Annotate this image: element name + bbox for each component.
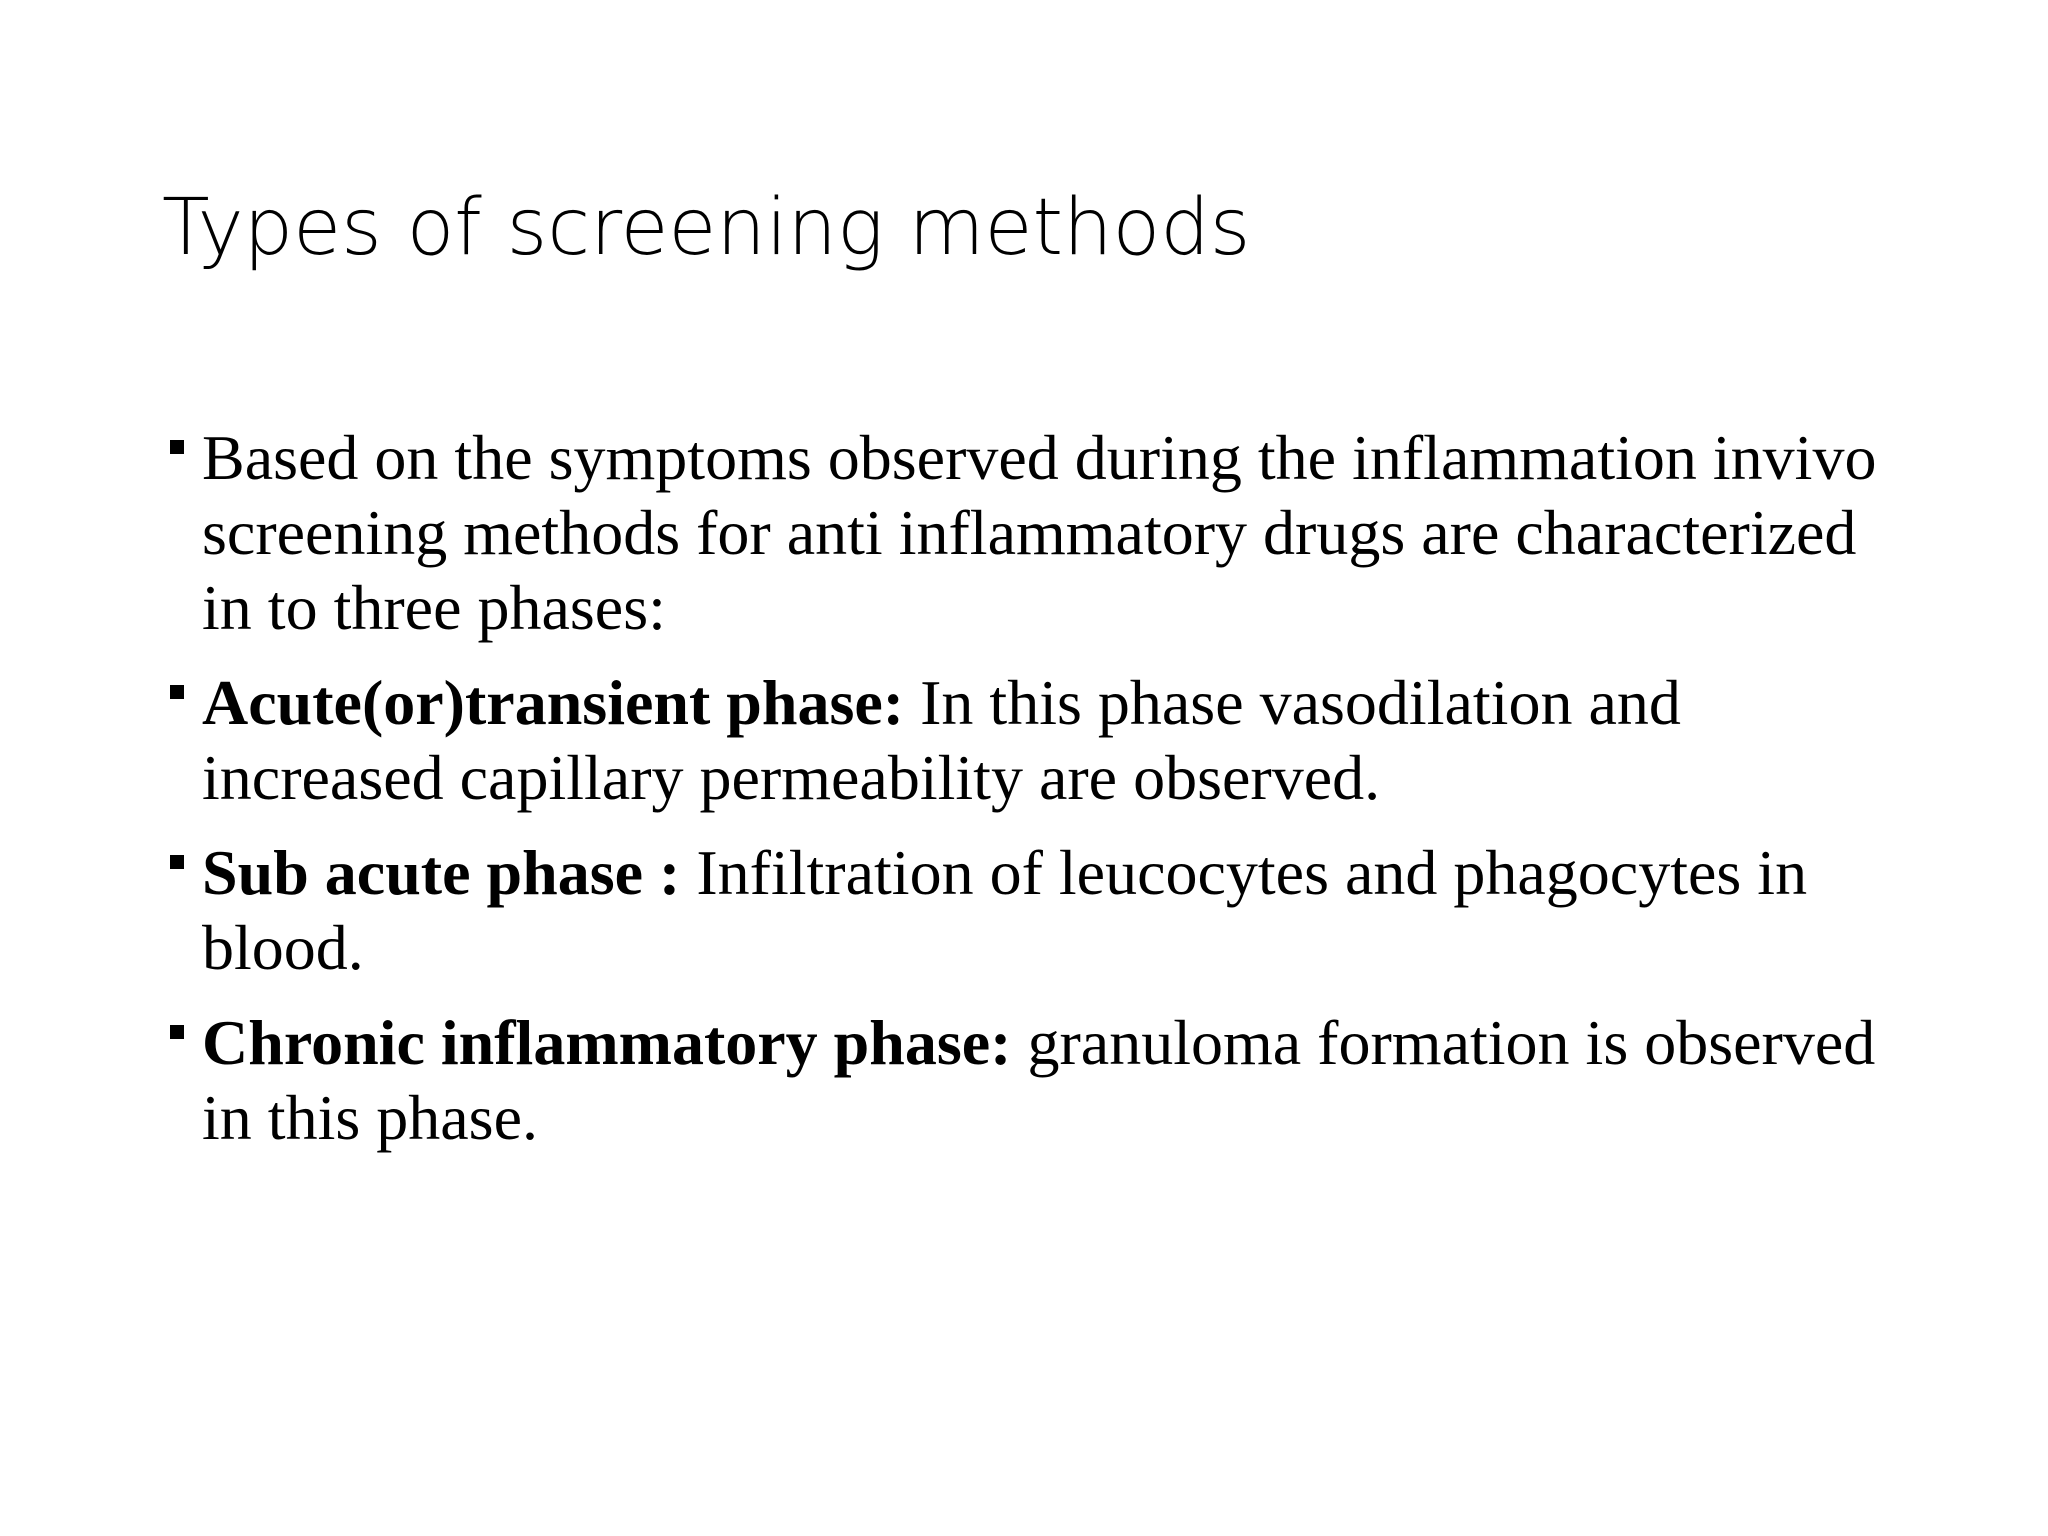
square-bullet-icon	[170, 440, 184, 454]
bullet-body: Based on the symptoms observed during the inflammation invivo screening methods for anti inflammatory drugs are characterized in to three phases:	[202, 422, 1877, 643]
bullet-body: Infiltration of leucocytes and phagocytes in blood.	[202, 837, 1808, 983]
bullet-item-acute-phase	[162, 665, 1922, 815]
bullet-item-sub-acute-phase	[162, 835, 1922, 985]
bullet-lead: Acute(or)transient phase:	[202, 667, 905, 738]
bullet-lead: Chronic inflammatory phase:	[202, 1007, 1012, 1078]
bullet-text	[202, 667, 1681, 813]
square-bullet-icon	[170, 855, 184, 869]
bullet-lead: Sub acute phase :	[202, 837, 681, 908]
bullet-text	[202, 422, 1876, 643]
bullet-text	[202, 837, 1807, 983]
bullet-body: In this phase vasodilation and increased capillary permeability are observed.	[202, 667, 1681, 813]
bullet-body: granuloma formation is observed in this phase.	[202, 1007, 1876, 1153]
bullet-list	[162, 420, 1922, 1175]
bullet-item-chronic-phase	[162, 1005, 1922, 1155]
bullet-item-intro	[162, 420, 1922, 645]
slide-title: Types of screening methods	[162, 183, 1251, 273]
bullet-text	[202, 1007, 1875, 1153]
square-bullet-icon	[170, 685, 184, 699]
square-bullet-icon	[170, 1025, 184, 1039]
